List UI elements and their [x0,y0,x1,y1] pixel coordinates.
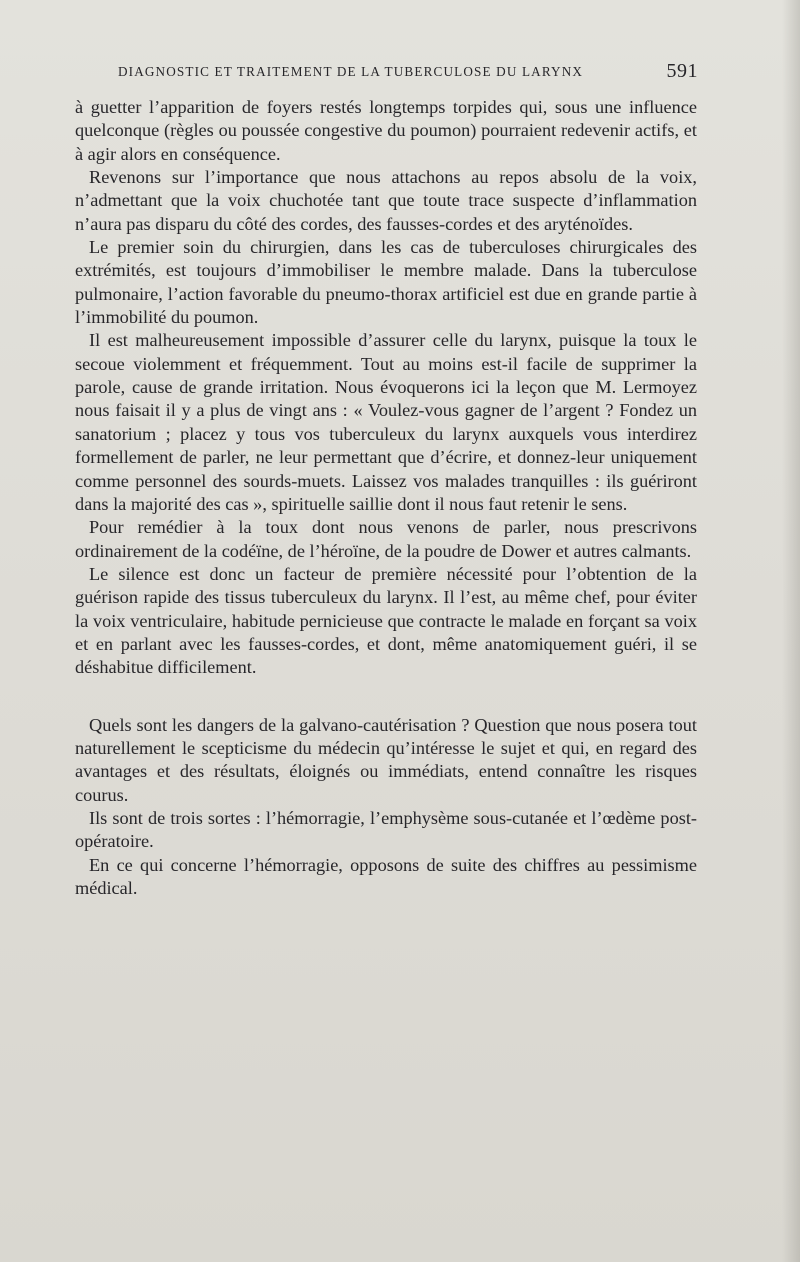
paragraph: Revenons sur l’importance que nous attachons au repos absolu de la voix, n’admettant que la voix chuchotée tant que toute trace suspecte d’inflammation n’aura pas disparu du côté des cordes, des fausses-cordes et des aryténoïdes. [75,167,697,234]
paragraph: à guetter l’apparition de foyers restés longtemps torpides qui, sous une influence quelconque (règles ou poussée congestive du poumon) pourraient redevenir actifs, et à agir alors en conséquence. [75,97,697,164]
paragraph: Il est malheureusement impossible d’assurer celle du larynx, puisque la toux le secoue violemment et fréquemment. Tout au moins est-il facile de supprimer la parole, cause de grande irritation. Nous évoquerons ici la leçon que M. Lermoyez nous faisait il y a plus de vingt ans : « Voulez-vous gagner de l’argent ? Fondez un sanatorium ; placez y tous vos tuberculeux du larynx auxquels vous interdirez formellement de parler, ne leur permettant que d’écrire, et donnez-leur uniquement comme personnel des sourds-muets. Laissez vos malades tranquilles : ils guériront dans la majorité des cas », spirituelle saillie dont il nous faut retenir le sens. [75,330,697,514]
page-edge-shadow [782,0,800,1262]
paragraph: Pour remédier à la toux dont nous venons de parler, nous prescrivons ordinairement de la codéïne, de l’héroïne, de la poudre de Dower et autres calmants. [75,517,697,561]
body-text [75,96,697,900]
paragraph: Le premier soin du chirurgien, dans les cas de tuberculoses chirurgicales des extrémités, est toujours d’immobiliser le membre malade. Dans la tuberculose pulmonaire, l’action favorable du pneumo-thorax artificiel est due en grande partie à l’immobilité du poumon. [75,237,697,328]
page-header [118,60,698,86]
paragraph: Quels sont les dangers de la galvano-cautérisation ? Question que nous posera tout naturellement le scepticisme du médecin qu’intéresse le sujet et qui, en regard des avantages et des résultats, éloignés ou immédiats, entend connaître les risques courus. [75,714,697,805]
section-break [75,680,697,714]
running-head: DIAGNOSTIC ET TRAITEMENT DE LA TUBERCULOSE DU LARYNX [118,64,584,79]
page-number: 591 [666,60,698,82]
paragraph: Ils sont de trois sortes : l’hémorragie, l’emphysème sous-cutanée et l’œdème post-opératoire. [75,807,697,852]
paragraph: En ce qui concerne l’hémorragie, opposons de suite des chiffres au pessimisme médical. [75,854,697,898]
paragraph: Le silence est donc un facteur de première nécessité pour l’obtention de la guérison rapide des tissus tuberculeux du larynx. Il l’est, au même chef, pour éviter la voix ventriculaire, habitude pernicieuse que contracte le malade en forçant sa voix et en parlant avec les fausses-cordes, et dont, même anatomiquement guéri, il se déshabitue difficilement. [75,563,697,678]
